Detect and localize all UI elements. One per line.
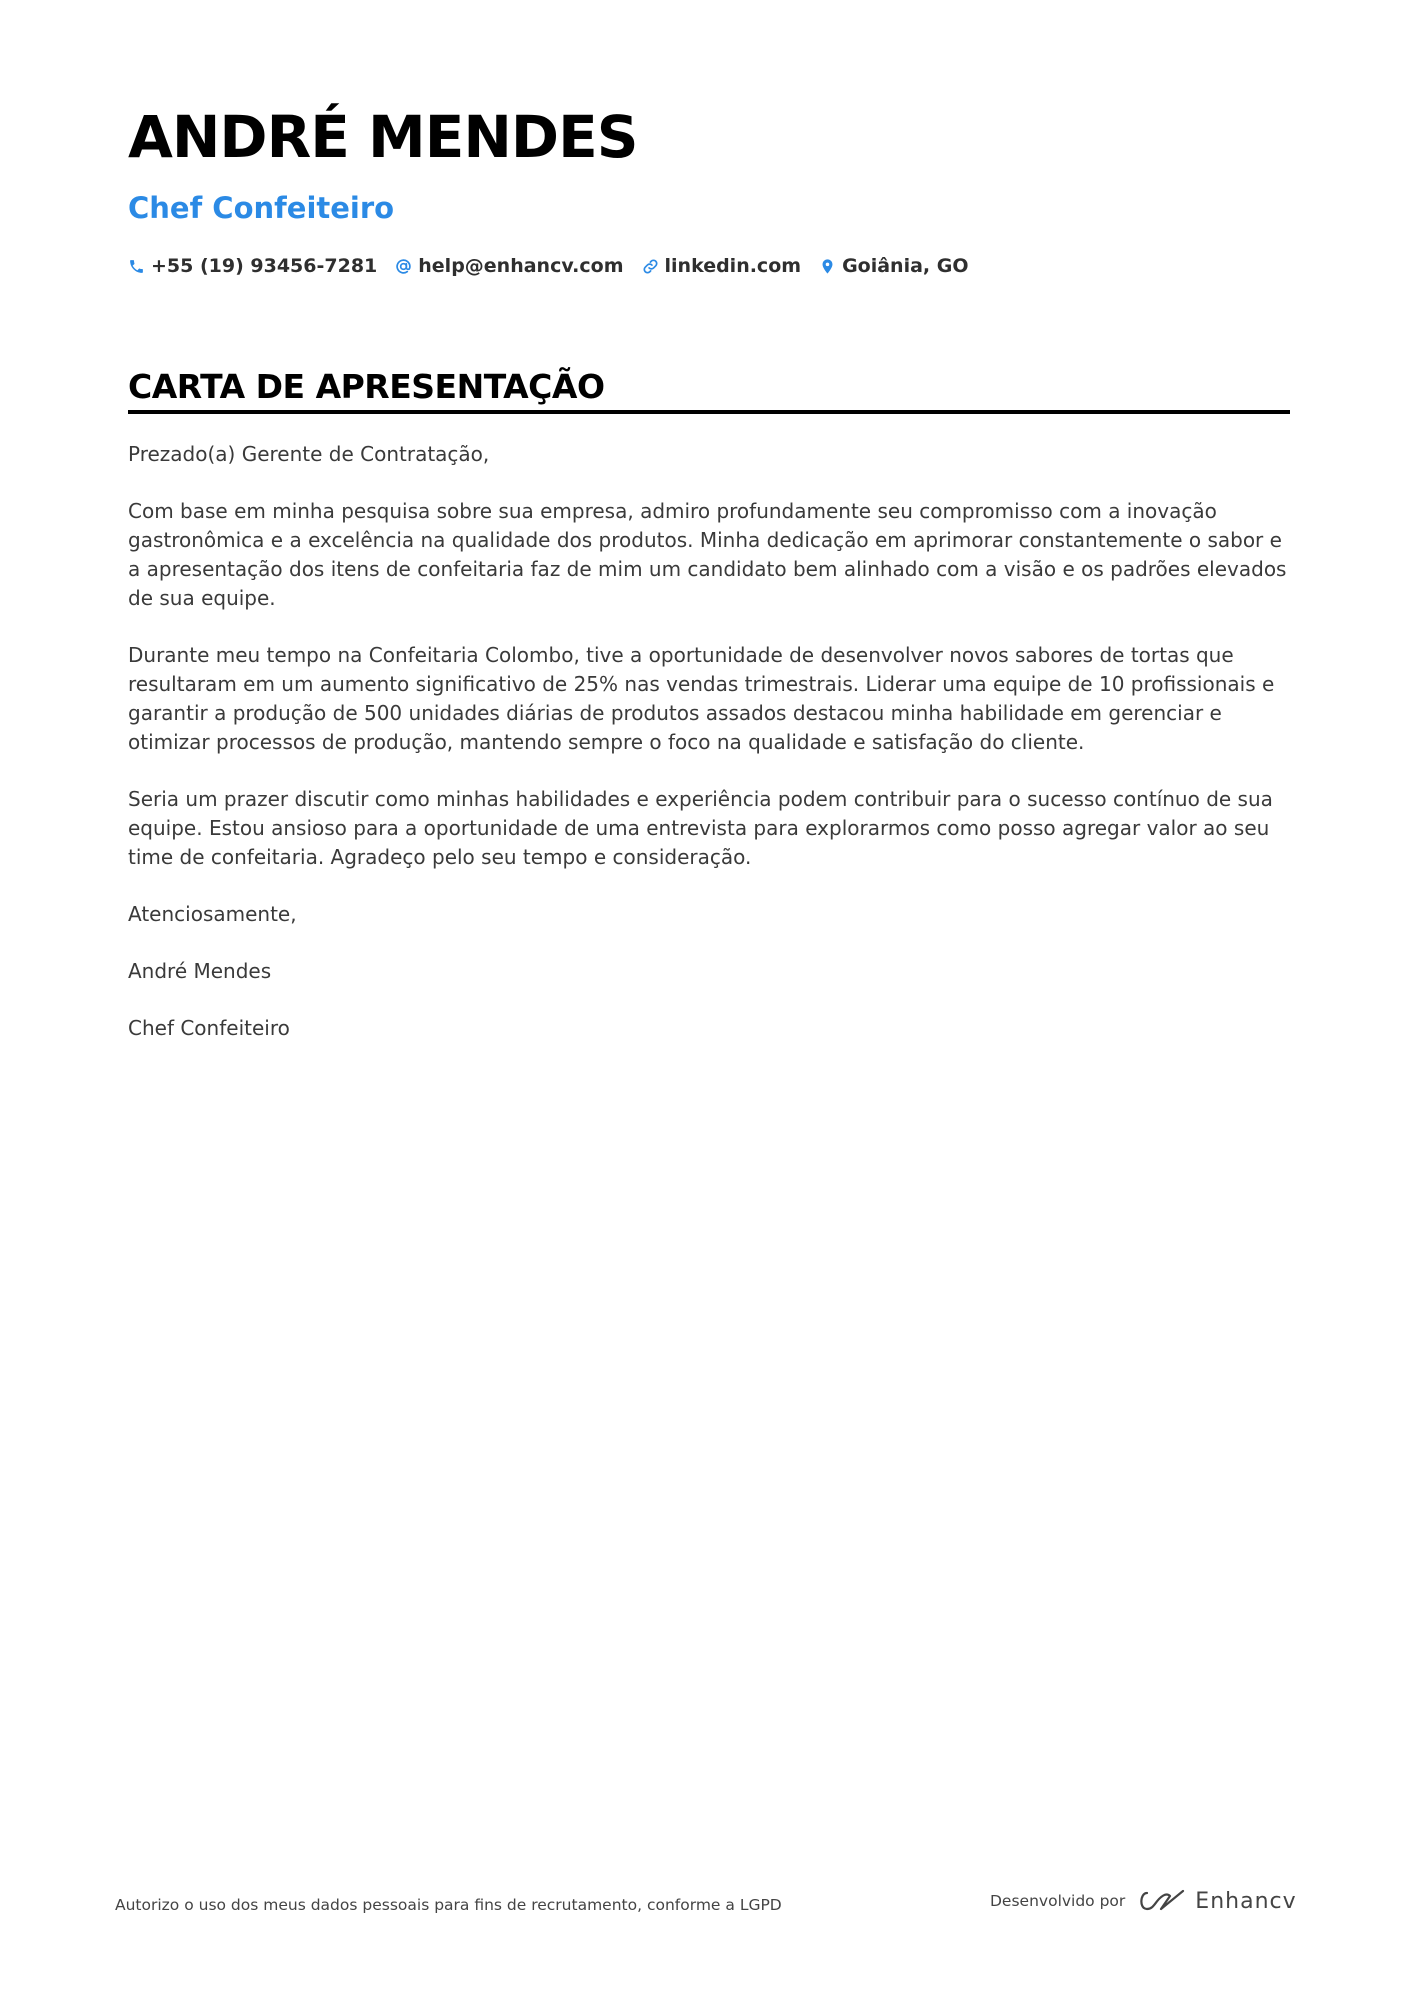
letter-paragraph: Seria um prazer discutir como minhas habilidades e experiência podem contribuir para o sucesso contínuo de sua equipe. Estou ansioso para a oportunidade de uma entrevista para explorarmos como posso agregar valor ao seu time de confeitaria. Agradeço pelo seu tempo e consideração. xyxy=(128,787,1273,869)
letter-paragraph: Com base em minha pesquisa sobre sua empresa, admiro profundamente seu compromisso com a inovação gastronômica e a excelência na qualidade dos produtos. Minha dedicação em aprimorar constantemente o sabor e a apresentação dos itens de confeitaria faz de mim um candidato bem alinhado com a visão e os padrões elevados de sua equipe. xyxy=(128,499,1287,610)
contact-bar xyxy=(128,255,969,277)
consent-note: Autorizo o uso dos meus dados pessoais para fins de recrutamento, conforme a LGPD xyxy=(115,1896,782,1914)
closing: Atenciosamente, xyxy=(128,902,297,926)
section-title: CARTA DE APRESENTAÇÃO xyxy=(128,367,605,406)
letter-paragraph: Durante meu tempo na Confeitaria Colombo, tive a oportunidade de desenvolver novos sabores de tortas que resultaram em um aumento significativo de 25% nas vendas trimestrais. Liderar uma equipe de 10 profissionais e garantir a produção de 500 unidades diárias de produtos assados destacou minha habilidade em gerenciar e otimizar processos de produção, mantendo sempre o foco na qualidade e satisfação do cliente. xyxy=(128,643,1275,754)
candidate-job-title: Chef Confeiteiro xyxy=(128,191,395,225)
enhancv-logo-icon xyxy=(1137,1888,1185,1914)
enhancv-logo[interactable] xyxy=(1137,1888,1296,1914)
footer-brand[interactable] xyxy=(990,1888,1297,1914)
salutation: Prezado(a) Gerente de Contratação, xyxy=(128,442,490,466)
contact-email[interactable] xyxy=(395,255,623,277)
powered-by-label: Desenvolvido por xyxy=(990,1892,1126,1910)
at-sign-icon xyxy=(395,258,412,275)
phone-text: +55 (19) 93456-7281 xyxy=(151,255,378,277)
phone-icon xyxy=(128,258,145,275)
signature-name: André Mendes xyxy=(128,959,272,983)
contact-phone[interactable] xyxy=(128,255,377,277)
location-text: Goiânia, GO xyxy=(842,255,969,277)
brand-name: Enhancv xyxy=(1195,1888,1297,1914)
letter-body xyxy=(128,440,1290,1071)
map-pin-icon xyxy=(819,258,836,275)
signature-title: Chef Confeiteiro xyxy=(128,1016,290,1040)
candidate-name: ANDRÉ MENDES xyxy=(128,103,638,171)
contact-linkedin[interactable] xyxy=(642,255,802,277)
section-divider xyxy=(128,410,1290,414)
link-icon xyxy=(642,258,659,275)
contact-location xyxy=(819,255,968,277)
email-text: help@enhancv.com xyxy=(418,255,624,277)
linkedin-text: linkedin.com xyxy=(664,255,802,277)
